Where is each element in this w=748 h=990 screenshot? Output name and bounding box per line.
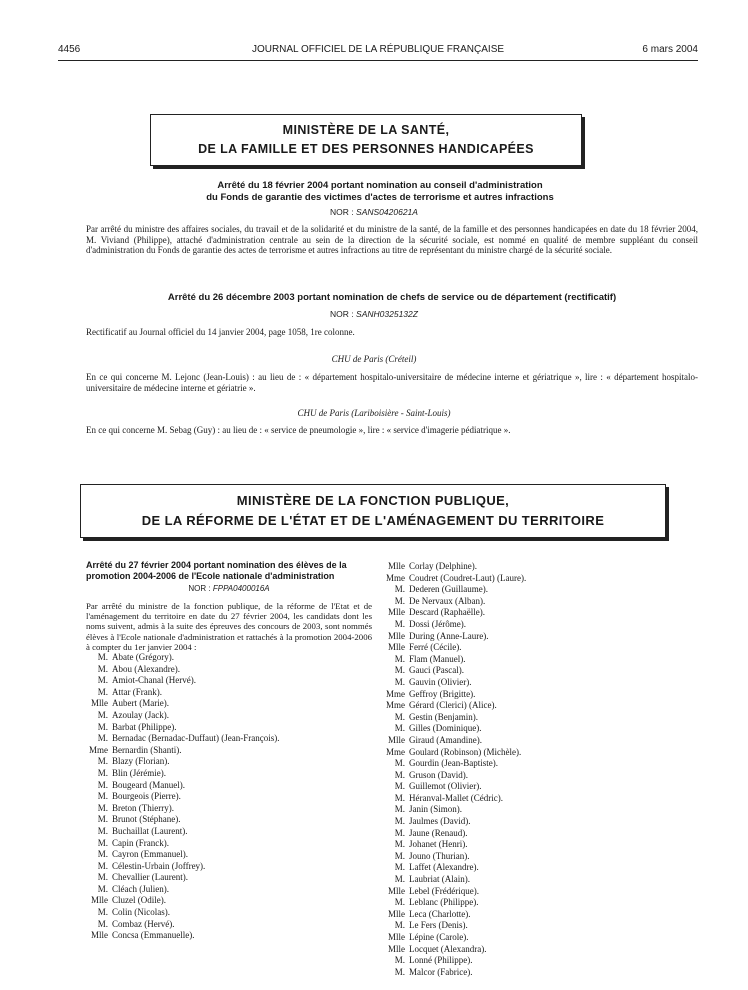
name-entry: [383, 932, 643, 944]
name-entry: [383, 886, 643, 898]
civility-title: M.: [394, 665, 405, 676]
person-name: Gruson (David).: [409, 769, 468, 780]
civility-title: M.: [394, 711, 405, 722]
name-entry: [86, 687, 372, 699]
person-name: Breton (Thierry).: [112, 802, 174, 813]
nor-line-2: [0, 309, 748, 319]
civility-title: M.: [97, 663, 108, 674]
name-entry: [86, 722, 372, 734]
arrete-2-body-2: En ce qui concerne M. Sebag (Guy) : au lieu de : « service de pneumologie », lire : « service d'imagerie pédiatrique ».: [86, 425, 511, 435]
person-name: Lépine (Carole).: [409, 932, 469, 942]
person-name: Leblanc (Philippe).: [409, 897, 479, 908]
person-name: Bougeard (Manuel).: [112, 779, 185, 790]
arrete-title-2: Arrêté du 26 décembre 2003 portant nomination de chefs de service ou de département (rectificatif): [167, 292, 617, 303]
civility-title: Mlle: [388, 734, 405, 745]
person-name: Laffet (Alexandre).: [409, 862, 479, 873]
civility-title: M.: [97, 686, 108, 697]
name-entry: [383, 607, 643, 619]
person-name: Bernardin (Shanti).: [112, 744, 182, 755]
name-entry: [383, 770, 643, 782]
person-name: Cluzel (Odile).: [112, 895, 166, 906]
name-entry: [86, 838, 372, 850]
ministry-line-1: MINISTÈRE DE LA FONCTION PUBLIQUE,: [236, 493, 510, 508]
civility-title: M.: [394, 758, 405, 769]
person-name: Descard (Raphaëlle).: [409, 607, 485, 618]
name-entry: [86, 907, 372, 919]
name-entry: [383, 967, 643, 979]
civility-title: M.: [394, 723, 405, 734]
civility-title: M.: [394, 792, 405, 803]
name-entry: [383, 747, 643, 759]
name-entry: [86, 664, 372, 676]
name-entry: [86, 814, 372, 826]
person-name: Concsa (Emmanuelle).: [112, 930, 195, 941]
person-name: Gestin (Benjamin).: [409, 711, 478, 722]
arrete-3-body: Par arrêté du ministre de la fonction publique, de la réforme de l'Etat et de l'aménagement du territoire en date du 27 février 2004, les candidats dont les noms suivent, admis à la suite des épreuves des concours de 2003, sont nommés élèves à l'Ecole nationale d'administration et rattachés à la promotion 2004-2006 à compter du 1er janvier 2004 :: [86, 601, 372, 652]
person-name: Goulard (Robinson) (Michèle).: [409, 746, 522, 757]
name-entry: [383, 839, 643, 851]
person-name: Capin (Franck).: [112, 837, 169, 848]
person-name: Blin (Jérémie).: [112, 767, 166, 778]
name-entry: [383, 584, 643, 596]
person-name: Leca (Charlotte).: [409, 908, 471, 919]
arrete-title-1-line-2: du Fonds de garantie des victimes d'actes de terrorisme et autres infractions: [206, 192, 554, 203]
person-name: Janin (Simon).: [409, 804, 462, 815]
subsection-heading-lariboisiere: CHU de Paris (Lariboisière - Saint-Louis): [297, 408, 451, 418]
person-name: Attar (Frank).: [112, 686, 162, 697]
person-name: Johanet (Henri).: [409, 839, 468, 850]
person-name: Malcor (Fabrice).: [409, 966, 473, 977]
civility-title: M.: [394, 839, 405, 850]
civility-title: M.: [394, 781, 405, 792]
civility-title: M.: [97, 779, 108, 790]
ministry-box-fonction-publique: [80, 484, 666, 538]
person-name: Jaune (Renaud).: [409, 827, 468, 838]
civility-title: M.: [97, 825, 108, 836]
arrete-2-body-1: En ce qui concerne M. Lejonc (Jean-Louis) : au lieu de : « département hospitalo-universitaire de médecine interne et gériatrique », lire : « département hospitalo-universitaire de médecine interne et gériatrie ».: [86, 372, 698, 393]
person-name: Locquet (Alexandra).: [409, 943, 487, 954]
nor-code: FPPA0400016A: [212, 584, 270, 593]
civility-title: M.: [97, 791, 108, 802]
civility-title: Mlle: [388, 642, 405, 653]
person-name: Dederen (Guillaume).: [409, 584, 488, 595]
name-entry: [383, 619, 643, 631]
person-name: During (Anne-Laure).: [409, 630, 489, 641]
name-entry: [383, 735, 643, 747]
civility-title: M.: [97, 883, 108, 894]
person-name: Ferré (Cécile).: [409, 642, 462, 653]
person-name: Barbat (Philippe).: [112, 721, 177, 732]
name-entry: [383, 874, 643, 886]
name-entry: [383, 677, 643, 689]
name-entry: [86, 652, 372, 664]
civility-title: M.: [97, 849, 108, 860]
person-name: Brunot (Stéphane).: [112, 814, 181, 825]
person-name: Giraud (Amandine).: [409, 734, 482, 745]
civility-title: M.: [97, 918, 108, 929]
person-name: Flam (Manuel).: [409, 653, 466, 664]
name-entry: [86, 930, 372, 942]
name-entry: [86, 919, 372, 931]
name-entry: [383, 573, 643, 585]
name-entry: [383, 642, 643, 654]
name-entry: [383, 700, 643, 712]
civility-title: M.: [394, 595, 405, 606]
person-name: Gourdin (Jean-Baptiste).: [409, 758, 498, 769]
name-entry: [383, 793, 643, 805]
name-entry: [86, 884, 372, 896]
person-name: Le Fers (Denis).: [409, 920, 468, 931]
names-list-right: [383, 561, 643, 978]
name-entry: [86, 733, 372, 745]
name-entry: [86, 849, 372, 861]
name-entry: [383, 596, 643, 608]
arrete-title-3: Arrêté du 27 février 2004 portant nomination des élèves de la promotion 2004-2006 de l'Ecole nationale d'administration: [86, 560, 347, 581]
arrete-title-1: [160, 180, 600, 204]
civility-title: M.: [394, 966, 405, 977]
civility-title: Mlle: [388, 908, 405, 919]
name-entry: [383, 804, 643, 816]
person-name: Jaulmes (David).: [409, 816, 471, 827]
civility-title: Mme: [386, 572, 405, 583]
nor-code: SANS0420621A: [356, 207, 418, 217]
civility-title: M.: [97, 709, 108, 720]
person-name: Geffroy (Brigitte).: [409, 688, 476, 699]
name-entry: [86, 756, 372, 768]
name-entry: [383, 631, 643, 643]
person-name: Jouno (Thurian).: [409, 850, 470, 861]
person-name: Héranval-Mallet (Cédric).: [409, 792, 503, 803]
name-entry: [383, 712, 643, 724]
person-name: Laubriat (Alain).: [409, 874, 470, 885]
name-entry: [383, 654, 643, 666]
subsection-heading-creteil: CHU de Paris (Créteil): [331, 354, 417, 364]
name-entry: [86, 895, 372, 907]
civility-title: M.: [97, 907, 108, 918]
civility-title: M.: [97, 872, 108, 883]
person-name: Lebel (Frédérique).: [409, 885, 479, 896]
civility-title: M.: [394, 653, 405, 664]
civility-title: Mme: [386, 688, 405, 699]
nor-label: NOR :: [330, 207, 354, 217]
person-name: Aubert (Marie).: [112, 698, 169, 709]
civility-title: Mlle: [388, 943, 405, 954]
name-entry: [383, 920, 643, 932]
civility-title: M.: [97, 721, 108, 732]
nor-label: NOR :: [188, 584, 211, 593]
name-entry: [383, 561, 643, 573]
person-name: Buchaillat (Laurent).: [112, 825, 188, 836]
civility-title: M.: [394, 850, 405, 861]
name-entry: [86, 791, 372, 803]
journal-title: JOURNAL OFFICIEL DE LA RÉPUBLIQUE FRANÇAISE: [251, 44, 505, 55]
person-name: Combaz (Hervé).: [112, 918, 175, 929]
arrete-title-1-line-1: Arrêté du 18 février 2004 portant nomination au conseil d'administration: [217, 180, 543, 191]
nor-label: NOR :: [330, 309, 354, 319]
name-entry: [383, 781, 643, 793]
civility-title: M.: [97, 814, 108, 825]
civility-title: Mlle: [91, 930, 108, 941]
civility-title: M.: [394, 584, 405, 595]
name-entry: [383, 816, 643, 828]
civility-title: M.: [394, 676, 405, 687]
name-entry: [383, 828, 643, 840]
civility-title: M.: [97, 767, 108, 778]
ministry-line-2: DE LA RÉFORME DE L'ÉTAT ET DE L'AMÉNAGEMENT DU TERRITOIRE: [141, 513, 605, 528]
name-entry: [86, 768, 372, 780]
person-name: Coudret (Coudret-Laut) (Laure).: [409, 572, 527, 583]
civility-title: M.: [97, 802, 108, 813]
rectificatif-line: Rectificatif au Journal officiel du 14 janvier 2004, page 1058, 1re colonne.: [86, 327, 355, 337]
arrete-1-body: Par arrêté du ministre des affaires sociales, du travail et de la solidarité et du ministre de la santé, de la famille et des personnes handicapées en date du 18 février 2004, M. Viviand (Philippe), attaché d'administration centrale au sein de la direction de la sécurité sociale, est nommé en qualité de membre suppléant du conseil d'administration du Fonds de garantie des actes de terrorisme et autres infractions au titre de représentant du ministre chargé de la sécurité sociale.: [86, 224, 698, 255]
ministry-line-1: MINISTÈRE DE LA SANTÉ,: [282, 123, 450, 137]
person-name: Gilles (Dominique).: [409, 723, 482, 734]
civility-title: Mlle: [91, 698, 108, 709]
issue-date: 6 mars 2004: [642, 44, 698, 55]
person-name: Dossi (Jérôme).: [409, 618, 466, 629]
person-name: Corlay (Delphine).: [409, 561, 477, 571]
name-entry: [383, 851, 643, 863]
name-entry: [86, 826, 372, 838]
name-entry: [383, 944, 643, 956]
person-name: Chevallier (Laurent).: [112, 872, 188, 883]
civility-title: Mme: [386, 746, 405, 757]
name-entry: [383, 665, 643, 677]
person-name: Gérard (Clerici) (Alice).: [409, 700, 497, 711]
name-entry: [86, 803, 372, 815]
civility-title: M.: [97, 860, 108, 871]
civility-title: M.: [394, 897, 405, 908]
civility-title: Mlle: [388, 932, 405, 942]
civility-title: M.: [394, 816, 405, 827]
person-name: Amiot-Chanal (Hervé).: [112, 675, 196, 686]
person-name: Colin (Nicolas).: [112, 907, 170, 918]
person-name: Gauvin (Olivier).: [409, 676, 472, 687]
name-entry: [86, 745, 372, 757]
civility-title: Mme: [386, 700, 405, 711]
civility-title: M.: [394, 618, 405, 629]
civility-title: M.: [394, 955, 405, 966]
civility-title: M.: [394, 769, 405, 780]
civility-title: M.: [394, 874, 405, 885]
person-name: Blazy (Florian).: [112, 756, 170, 767]
nor-code: SANH0325132Z: [356, 309, 418, 319]
name-entry: [383, 723, 643, 735]
person-name: Cléach (Julien).: [112, 883, 169, 894]
right-column: [383, 561, 643, 978]
name-entry: [383, 897, 643, 909]
name-entry: [383, 955, 643, 967]
civility-title: M.: [97, 756, 108, 767]
civility-title: Mlle: [388, 607, 405, 618]
ministry-line-2: DE LA FAMILLE ET DES PERSONNES HANDICAPÉES: [198, 142, 534, 156]
name-entry: [383, 758, 643, 770]
person-name: Abate (Grégory).: [112, 652, 174, 663]
page-number: 4456: [58, 44, 81, 55]
name-entry: [86, 710, 372, 722]
civility-title: M.: [97, 733, 108, 744]
name-entry: [86, 698, 372, 710]
person-name: De Nervaux (Alban).: [409, 595, 486, 606]
ministry-box-sante: [150, 114, 582, 166]
nor-line-1: [0, 207, 748, 217]
name-entry: [86, 872, 372, 884]
person-name: Célestin-Urbain (Joffrey).: [112, 860, 206, 871]
names-list-left: [86, 652, 372, 942]
page-header: [58, 44, 698, 60]
person-name: Azoulay (Jack).: [112, 709, 169, 720]
person-name: Bourgeois (Pierre).: [112, 791, 181, 802]
person-name: Gauci (Pascal).: [409, 665, 464, 676]
person-name: Guillemot (Olivier).: [409, 781, 482, 792]
civility-title: Mlle: [91, 895, 108, 906]
nor-line-3: [86, 584, 372, 593]
civility-title: M.: [97, 675, 108, 686]
header-rule: [58, 60, 698, 61]
name-entry: [383, 909, 643, 921]
civility-title: M.: [97, 652, 108, 663]
civility-title: M.: [394, 804, 405, 815]
civility-title: Mlle: [388, 630, 405, 641]
civility-title: M.: [394, 862, 405, 873]
name-entry: [86, 780, 372, 792]
name-entry: [383, 689, 643, 701]
name-entry: [86, 861, 372, 873]
civility-title: Mlle: [388, 885, 405, 896]
person-name: Abou (Alexandre).: [112, 663, 180, 674]
civility-title: Mme: [89, 744, 108, 755]
name-entry: [383, 862, 643, 874]
name-entry: [86, 675, 372, 687]
person-name: Cayron (Emmanuel).: [112, 849, 188, 860]
left-column: [86, 560, 372, 942]
civility-title: M.: [97, 837, 108, 848]
civility-title: Mlle: [388, 561, 405, 571]
civility-title: M.: [394, 920, 405, 931]
person-name: Bernadac (Bernadac-Duffaut) (Jean-François).: [112, 733, 280, 744]
person-name: Lonné (Philippe).: [409, 955, 473, 966]
civility-title: M.: [394, 827, 405, 838]
